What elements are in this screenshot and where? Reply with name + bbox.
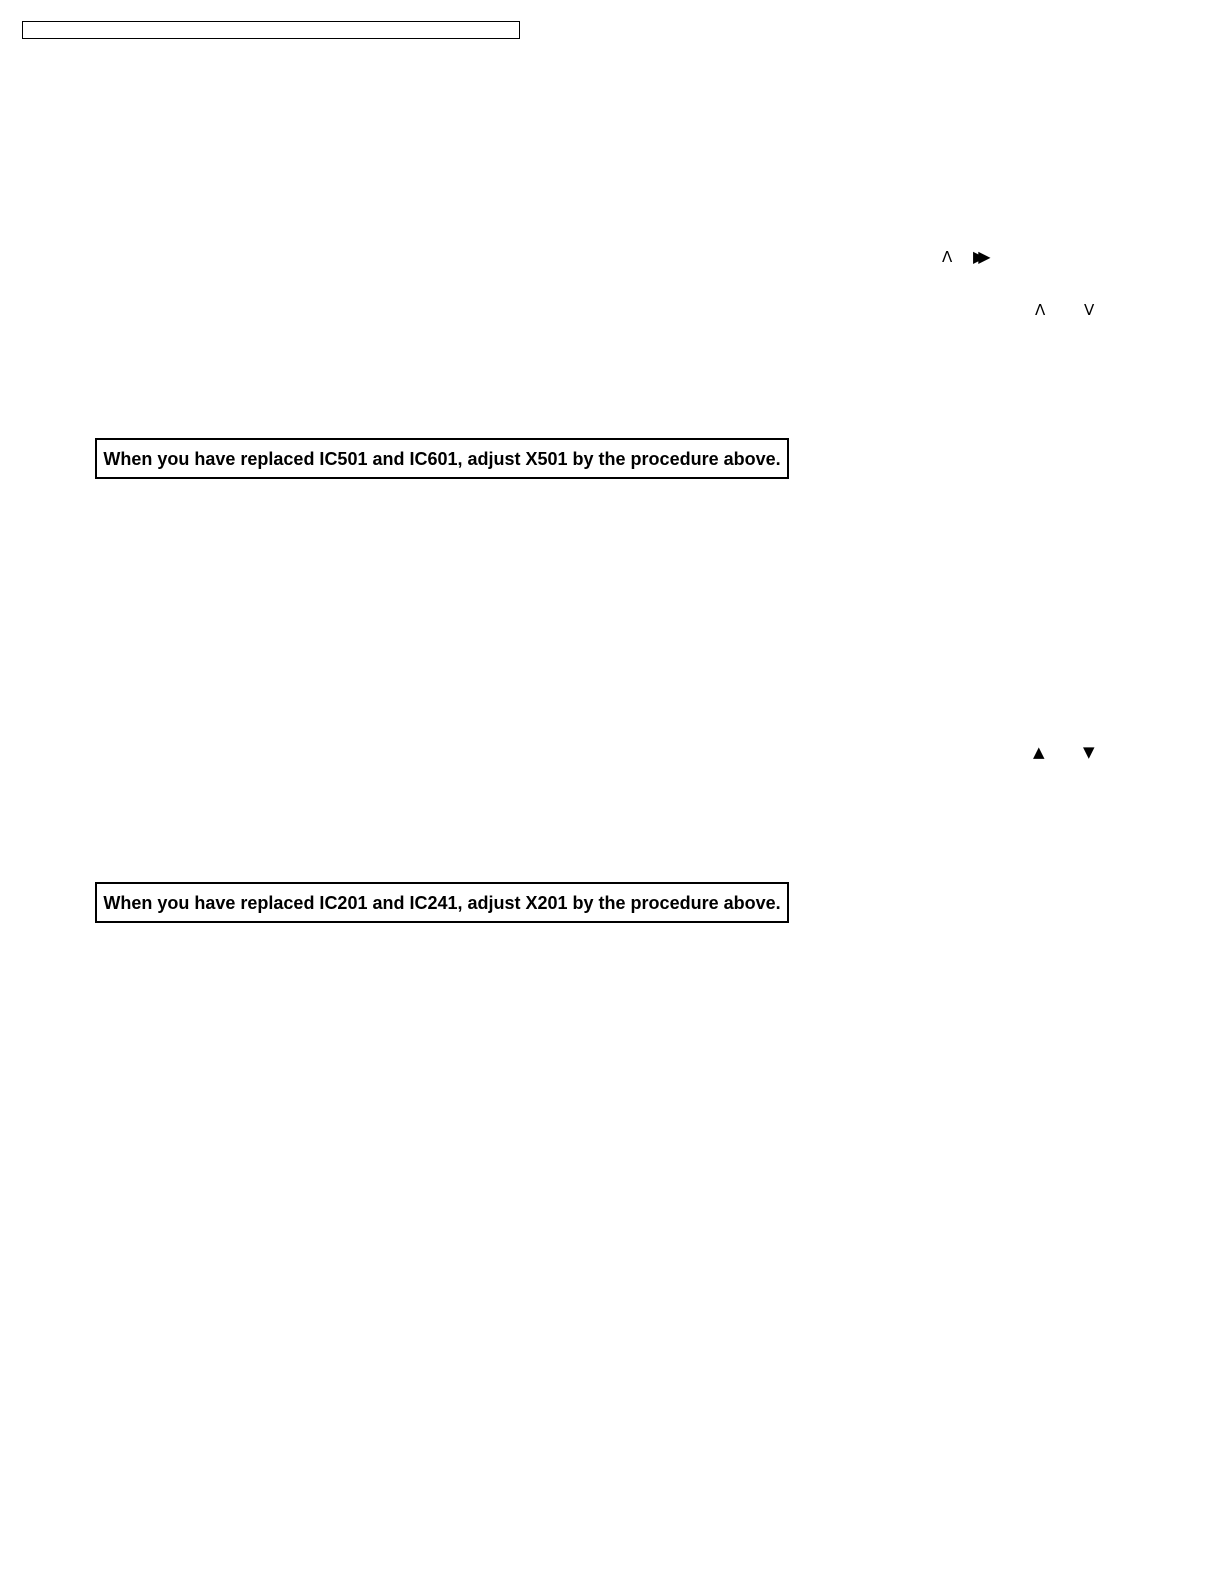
caret-up-icon: Λ — [1035, 301, 1046, 319]
caret-up-icon: Λ — [942, 248, 953, 266]
fast-forward-icon: ▶▶ — [973, 247, 984, 266]
replacement-note-1: When you have replaced IC501 and IC601, adjust X501 by the procedure above. — [95, 438, 789, 479]
triangle-down-icon: ▼ — [1083, 743, 1095, 761]
header-box — [22, 21, 520, 39]
replacement-note-2: When you have replaced IC201 and IC241, adjust X201 by the procedure above. — [95, 882, 789, 923]
triangle-up-icon: ▲ — [1033, 743, 1045, 761]
caret-down-icon: V — [1084, 301, 1095, 319]
